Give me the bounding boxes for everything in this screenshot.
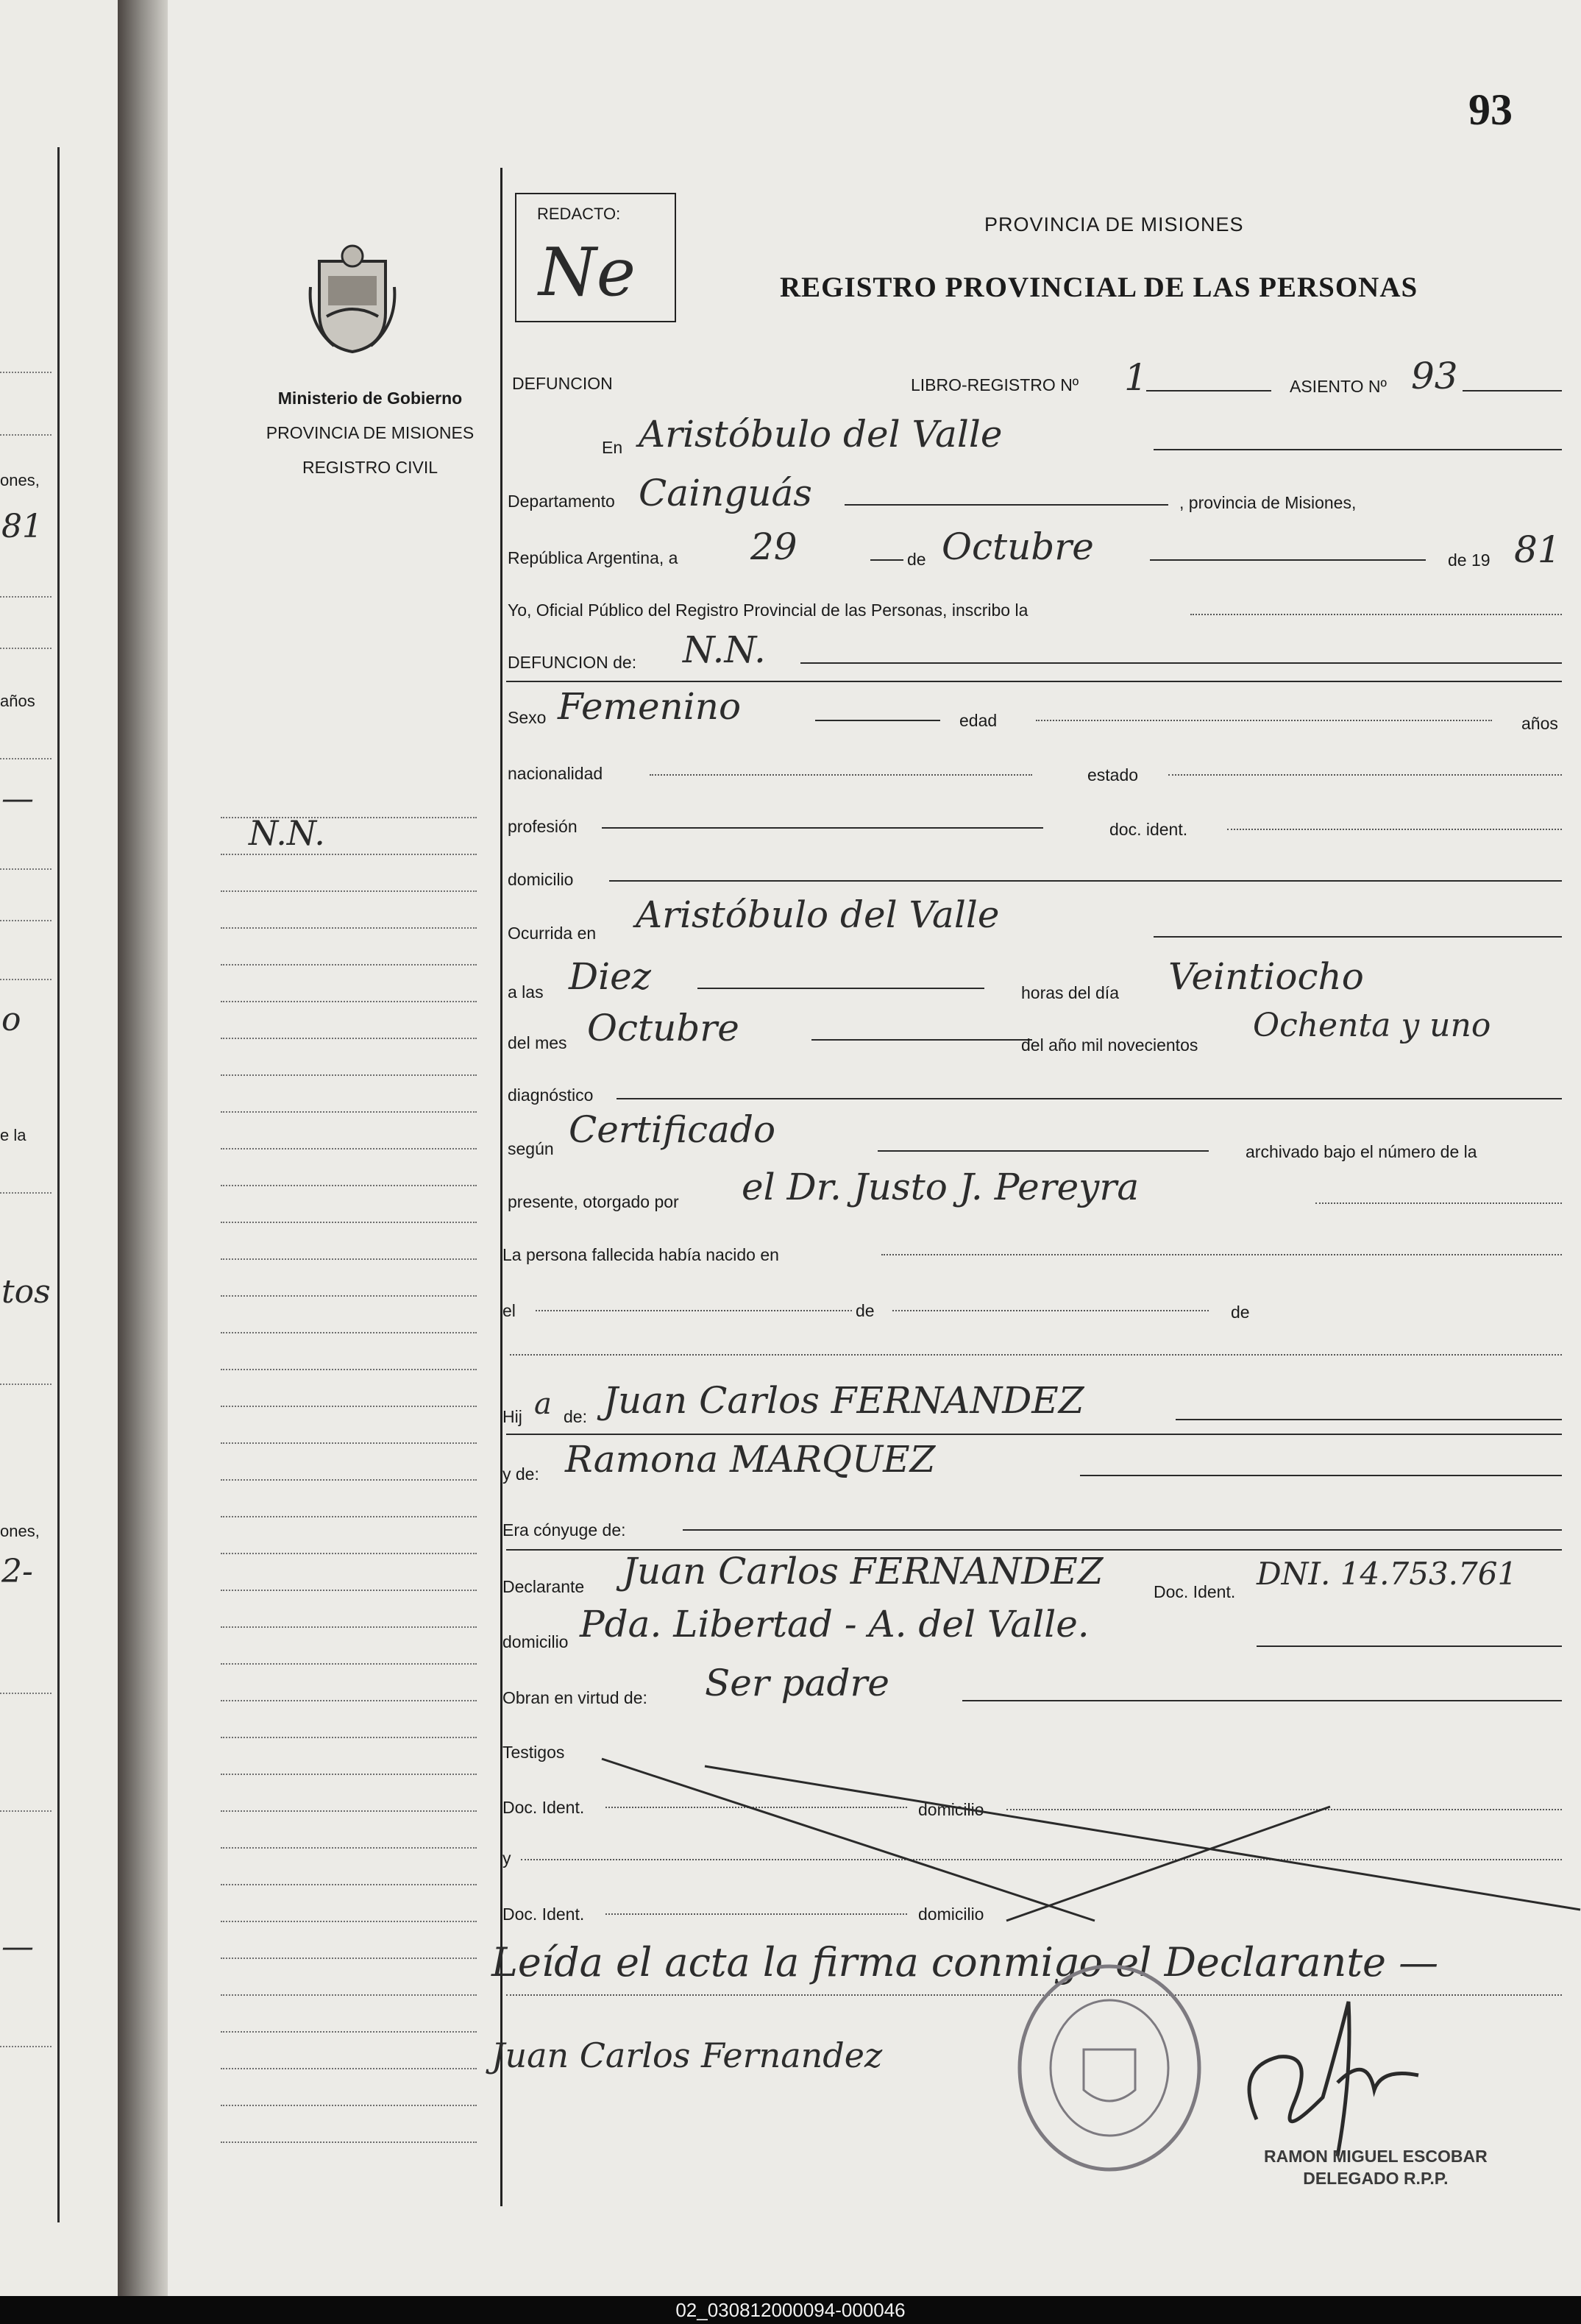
fill-line [815, 720, 940, 721]
domicilio-label: domicilio [508, 870, 574, 889]
margin-ruled-line [221, 1148, 477, 1149]
rule-line [0, 596, 51, 598]
margin-ruled-line [221, 1479, 477, 1481]
sexo-value: Femenino [558, 685, 742, 728]
image-id-footer: 02_030812000094-000046 [0, 2296, 1581, 2324]
fill-line [1154, 449, 1562, 450]
fill-line [506, 1434, 1562, 1435]
fill-line [1227, 829, 1562, 830]
fill-line [1176, 1419, 1562, 1420]
en-value: Aristóbulo del Valle [639, 413, 1003, 456]
y-label: y [502, 1849, 511, 1868]
previous-page-edge [0, 0, 118, 2296]
declarant-signature: Juan Carlos Fernandez [491, 2036, 883, 2075]
margin-ruled-line [221, 1884, 477, 1885]
a-las-value: Diez [569, 955, 652, 998]
officer-title: DELEGADO R.P.P. [1303, 2169, 1449, 2188]
de-label: de [907, 550, 926, 569]
redacto-label: REDACTO: [537, 205, 621, 223]
domicilio2-label: domicilio [918, 1905, 984, 1924]
nacido-label: La persona fallecida había nacido en [502, 1245, 779, 1264]
ministry-province: PROVINCIA DE MISIONES [266, 423, 475, 442]
fill-line [811, 1039, 1032, 1041]
registry-seal-icon [1014, 1961, 1205, 2175]
margin-ruled-line [221, 1258, 477, 1260]
fill-line [650, 774, 1032, 776]
declarante-value: Juan Carlos FERNANDEZ [622, 1550, 1104, 1593]
fill-line [1146, 390, 1271, 392]
rule-line [0, 372, 51, 373]
handwriting-fragment: — [1, 780, 34, 818]
margin-ruled-line [221, 1994, 477, 1996]
margin-ruled-line [221, 1700, 477, 1701]
hij-label: Hij [502, 1407, 522, 1426]
margin-ruled-line [221, 1222, 477, 1223]
obran-value: Ser padre [705, 1662, 889, 1704]
yo-oficial-label: Yo, Oficial Público del Registro Provincial de las Personas, inscribo la [508, 601, 1028, 620]
fill-line [892, 1310, 1209, 1311]
margin-ruled-line [221, 2031, 477, 2033]
del-mes-value: Octubre [587, 1007, 739, 1049]
margin-ruled-line [221, 1626, 477, 1628]
estado-label: estado [1087, 765, 1139, 784]
declarante-doc-value: DNI. 14.753.761 [1257, 1556, 1518, 1592]
margin-ruled-line [221, 927, 477, 929]
text-fragment: años [0, 692, 35, 710]
obran-label: Obran en virtud de: [502, 1688, 647, 1707]
de2-label: de [1231, 1303, 1250, 1322]
fill-line [617, 1098, 1562, 1099]
provincial-emblem-icon [305, 243, 400, 353]
edad-label: edad [959, 711, 998, 730]
doc-ident1-label: Doc. Ident. [502, 1798, 585, 1817]
officer-block [1264, 2145, 1488, 2189]
el-label: el [502, 1301, 516, 1320]
handwriting-fragment: tos [1, 1273, 51, 1311]
margin-ruled-line [221, 1847, 477, 1849]
month-value: Octubre [942, 525, 1094, 568]
rule-line [0, 1693, 51, 1694]
rule-line [0, 1384, 51, 1385]
fill-line [1168, 774, 1562, 776]
fill-line [845, 504, 1168, 506]
anos-label: años [1521, 714, 1558, 733]
segun-value: Certificado [569, 1108, 776, 1151]
redacto-box [515, 193, 676, 322]
ministry-title: Ministerio de Gobierno [277, 389, 463, 408]
profesion-label: profesión [508, 817, 578, 836]
handwriting-fragment: 81 [1, 508, 43, 545]
fill-line [1036, 720, 1492, 721]
handwriting-fragment: o [1, 1001, 21, 1038]
margin-ruled-line [221, 2105, 477, 2106]
doc-ident2-label: Doc. Ident. [502, 1905, 585, 1924]
margin-ruled-line [221, 890, 477, 892]
hij-de-label: de: [564, 1407, 587, 1426]
departamento-value: Cainguás [639, 472, 812, 514]
fill-line [506, 681, 1562, 682]
nacionalidad-label: nacionalidad [508, 764, 603, 783]
book-gutter [118, 0, 169, 2296]
del-ano-label: del año mil novecientos [1021, 1035, 1198, 1055]
handwriting-fragment: 2- [1, 1553, 33, 1590]
father-value: Juan Carlos FERNANDEZ [603, 1379, 1084, 1422]
rule-line [0, 2046, 51, 2047]
mother-value: Ramona MARQUEZ [565, 1438, 936, 1481]
margin-ruled-line [221, 1074, 477, 1076]
year-value: 81 [1514, 528, 1561, 571]
margin-rule [500, 168, 502, 2206]
fill-line [1315, 1202, 1562, 1204]
declarante-doc-label: Doc. Ident. [1154, 1582, 1236, 1601]
margin-ruled-line [221, 1958, 477, 1959]
day-value: 29 [750, 525, 797, 568]
ministry-registry: REGISTRO CIVIL [302, 458, 438, 477]
rule-line [0, 1810, 51, 1812]
officer-name: RAMON MIGUEL ESCOBAR [1264, 2147, 1488, 2166]
margin-ruled-line [221, 1516, 477, 1517]
margin-ruled-line [221, 1737, 477, 1738]
rule-line [0, 920, 51, 921]
provincia-label: , provincia de Misiones, [1179, 493, 1357, 512]
defuncion-label: DEFUNCION [512, 374, 613, 393]
margin-ruled-line [221, 2141, 477, 2143]
fill-line [800, 662, 1562, 664]
rule-line [0, 1192, 51, 1194]
margin-ruled-line [221, 1921, 477, 1922]
ministry-header [197, 381, 543, 485]
segun-label: según [508, 1139, 554, 1158]
margin-ruled-line [221, 964, 477, 966]
horas-value: Veintiocho [1168, 955, 1364, 998]
presente-label: presente, otorgado por [508, 1192, 679, 1211]
margin-ruled-line [221, 817, 477, 818]
del-ano-value: Ochenta y uno [1253, 1007, 1491, 1044]
fill-line [510, 1354, 1562, 1356]
page-number: 93 [1468, 85, 1513, 134]
ocurrida-label: Ocurrida en [508, 924, 597, 943]
diagnostico-label: diagnóstico [508, 1085, 594, 1105]
margin-ruled-line [221, 1663, 477, 1665]
margin-ruled-line [221, 1442, 477, 1444]
registry-heading: REGISTRO PROVINCIAL DE LAS PERSONAS [780, 272, 1418, 303]
conyuge-label: Era cónyuge de: [502, 1520, 626, 1540]
rule-line [0, 868, 51, 870]
register-page [168, 0, 1581, 2296]
margin-ruled-line [221, 1810, 477, 1812]
republica-label: República Argentina, a [508, 548, 678, 567]
province-heading: PROVINCIA DE MISIONES [984, 213, 1244, 235]
fill-line [878, 1150, 1209, 1152]
fill-line [602, 827, 1043, 829]
a-las-label: a las [508, 982, 544, 1002]
rule-line [0, 648, 51, 649]
y-de-label: y de: [502, 1464, 539, 1484]
domicilio1-label: domicilio [918, 1800, 984, 1819]
margin-ruled-line [221, 1038, 477, 1039]
fill-line [609, 880, 1562, 882]
margin-ruled-line [221, 1406, 477, 1407]
fill-line [697, 988, 984, 989]
text-fragment: ones, [0, 1522, 40, 1540]
margin-rule [57, 147, 60, 2222]
margin-ruled-line [221, 1774, 477, 1775]
fill-line [962, 1700, 1562, 1701]
fill-line [1154, 936, 1562, 938]
archivado-label: archivado bajo el número de la [1246, 1142, 1477, 1161]
fill-line [1257, 1645, 1562, 1647]
libro-label: LIBRO-REGISTRO Nº [911, 375, 1079, 394]
de1-label: de [856, 1301, 875, 1320]
redacto-initials: Ne [539, 234, 636, 311]
margin-ruled-line [221, 1590, 477, 1591]
margin-ruled-line [221, 2068, 477, 2069]
margin-note: N.N. [249, 813, 325, 853]
horas-label: horas del día [1021, 983, 1119, 1002]
cancel-lines [594, 1751, 1581, 1943]
margin-ruled-line [221, 1111, 477, 1113]
handwriting-fragment: — [1, 1928, 34, 1966]
margin-ruled-line [221, 1001, 477, 1002]
asiento-label: ASIENTO Nº [1290, 377, 1387, 396]
margin-ruled-line [221, 1332, 477, 1333]
sexo-label: Sexo [508, 708, 547, 727]
margin-ruled-line [221, 1185, 477, 1186]
fill-line [1080, 1475, 1562, 1476]
presente-value: el Dr. Justo J. Pereyra [742, 1166, 1140, 1208]
hij-suffix: a [534, 1387, 552, 1421]
asiento-value: 93 [1411, 355, 1458, 397]
doc-ident-label: doc. ident. [1109, 820, 1188, 839]
margin-ruled-line [221, 1369, 477, 1370]
rule-line [0, 758, 51, 759]
del-mes-label: del mes [508, 1033, 567, 1052]
fill-line [1150, 559, 1426, 561]
closing-text: Leída el acta la firma conmigo el Declarante — [491, 1939, 1439, 1985]
defuncion-de-value: N.N. [683, 628, 766, 671]
de-year-label: de 19 [1448, 550, 1491, 570]
fill-line [683, 1529, 1562, 1531]
fill-line [881, 1254, 1562, 1255]
rule-line [0, 434, 51, 436]
declarante-label: Declarante [502, 1577, 585, 1596]
margin-ruled-line [221, 1295, 477, 1297]
fill-line [1463, 390, 1562, 392]
libro-value: 1 [1124, 356, 1148, 399]
testigos-label: Testigos [502, 1743, 565, 1762]
en-label: En [602, 438, 623, 457]
rule-line [0, 979, 51, 980]
declarante-dom-value: Pda. Libertad - A. del Valle. [580, 1603, 1090, 1645]
departamento-label: Departamento [508, 492, 615, 511]
text-fragment: ones, [0, 471, 40, 489]
ocurrida-value: Aristóbulo del Valle [636, 893, 1000, 936]
fill-line [536, 1310, 852, 1311]
text-fragment: e la [0, 1126, 26, 1144]
declarante-dom-label: domicilio [502, 1632, 569, 1651]
margin-ruled-line [221, 1553, 477, 1554]
margin-ruled-line [221, 854, 477, 855]
fill-line [1190, 614, 1562, 615]
fill-line [870, 559, 903, 561]
defuncion-de-label: DEFUNCION de: [508, 653, 637, 672]
